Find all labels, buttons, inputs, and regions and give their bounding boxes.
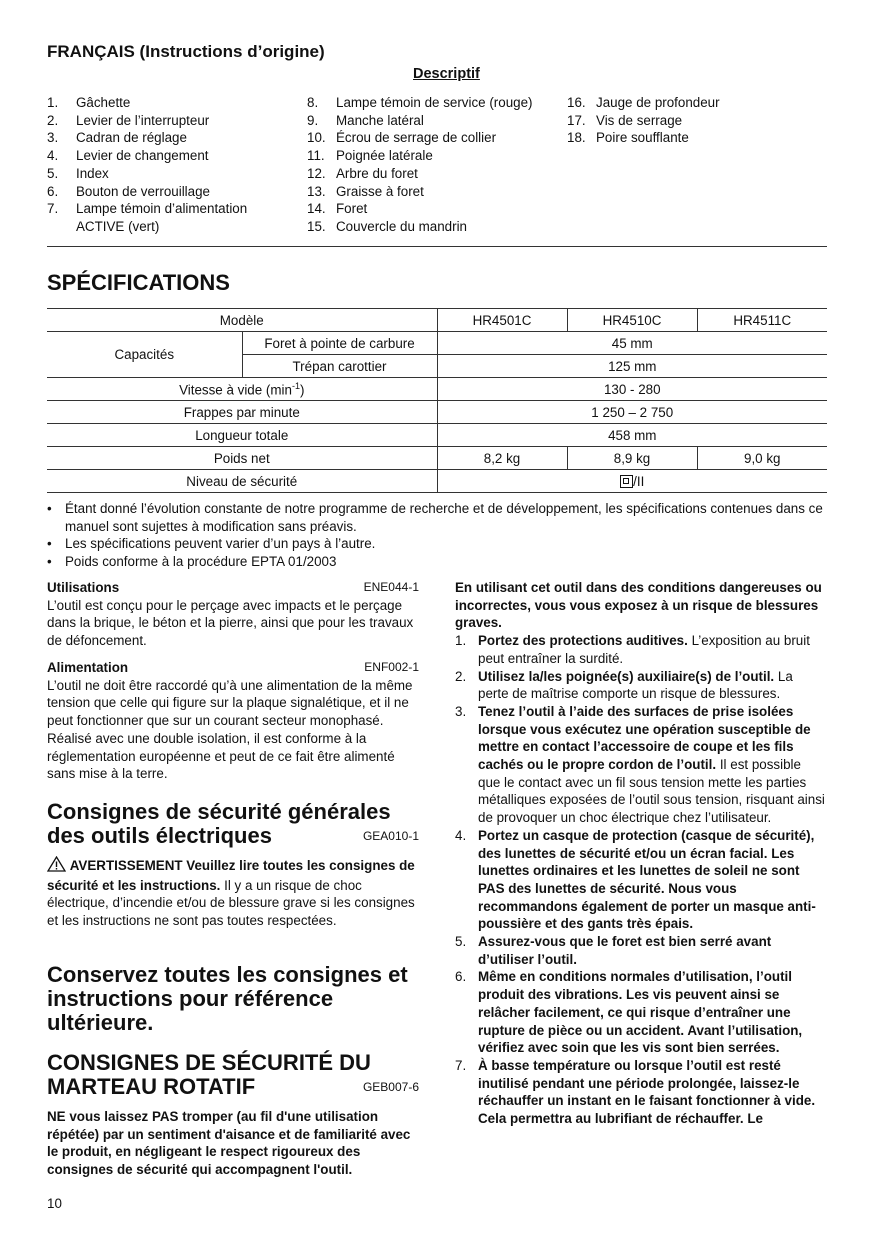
- speed-value: 130 - 280: [437, 378, 827, 401]
- weight-label: Poids net: [47, 447, 437, 470]
- descriptif-column-2: [307, 94, 567, 236]
- specifications-title: SPÉCIFICATIONS: [47, 270, 230, 295]
- list-item: 11. Poignée latérale: [307, 148, 433, 164]
- alimentation-title: Alimentation: [47, 660, 129, 675]
- section-code: ENF002-1: [364, 660, 419, 674]
- list-item: 17. Vis de serrage: [567, 112, 683, 128]
- list-item: • Poids conforme à la procédure EPTA 01/2003: [47, 554, 337, 570]
- utilisations-text: L’outil est conçu pour le perçage avec impacts et le perçage dans la brique, le béton et la pierre, ainsi que pour les travaux de défoncement.: [47, 597, 414, 649]
- list-item: 14. Foret: [307, 201, 368, 217]
- list-item: 10. Écrou de serrage de collier: [307, 130, 497, 146]
- specifications-table: [47, 308, 827, 493]
- general-safety-heading: Consignes de sécurité générales des outils électriques GEA010-1: [47, 799, 419, 848]
- carbide-label: Foret à pointe de carbure: [242, 332, 437, 355]
- core-value: 125 mm: [437, 355, 827, 378]
- list-item: 7. À basse température ou lorsque l’outil est resté inutilisé pendant une période prolongée, laissez-le réchauffer un instant en le faisant fonctionner à vide. Cela permettra au lubrifiant de réchauffer. Le: [455, 1057, 816, 1127]
- utilisations-title: Utilisations: [47, 580, 120, 595]
- table-row: [47, 447, 827, 470]
- weight-cell: 8,9 kg: [567, 447, 697, 470]
- list-item: 2. Levier de l’interrupteur: [47, 112, 210, 128]
- list-item: 9. Manche latéral: [307, 112, 424, 128]
- section-code: GEB007-6: [362, 1080, 419, 1094]
- list-item: 2. Utilisez la/les poignée(s) auxiliaire(s) de l’outil. La perte de maîtrise comporte un risque de blessures.: [455, 668, 793, 702]
- list-item: 8. Lampe témoin de service (rouge): [307, 95, 533, 110]
- descriptif-column-3: [567, 94, 827, 147]
- table-row: [47, 309, 827, 332]
- list-item: 6. Même en conditions normales d’utilisation, l’outil produit des vibrations. Les vis peuvent ainsi se relâcher facilement, ce qui risque d’entraîner une rupture de pièce ou un accident. Avant l’utilisation, vérifiez avec soin que les vis sont bien serrées.: [455, 969, 803, 1056]
- list-item: ACTIVE (vert): [76, 218, 160, 234]
- page-header: FRANÇAIS (Instructions d’origine): [47, 42, 325, 61]
- page-number: 10: [47, 1196, 62, 1211]
- length-label: Longueur totale: [47, 424, 437, 447]
- warning-icon: [47, 856, 66, 877]
- bpm-label: Frappes par minute: [47, 401, 437, 424]
- descriptif-title: Descriptif: [413, 66, 480, 82]
- specifications-notes: [47, 500, 827, 571]
- bpm-value: 1 250 – 2 750: [437, 401, 827, 424]
- core-label: Trépan carottier: [242, 355, 437, 378]
- carbide-value: 45 mm: [437, 332, 827, 355]
- double-insulation-icon: [620, 475, 633, 488]
- utilisations-section: [47, 579, 419, 650]
- alimentation-text: L’outil ne doit être raccordé qu’à une alimentation de la même tension que celle qui figure sur la plaque signalétique, et il ne peut fonctionner que sur un courant secteur monophasé. Réalisé avec une double isolation, il est conforme à la réglementation européenne et peut de ce fait être alimenté sans mise à la terre.: [47, 677, 413, 782]
- section-code: GEA010-1: [362, 829, 419, 843]
- capacities-label: Capacités: [47, 332, 242, 378]
- list-item: 3. Tenez l’outil à l’aide des surfaces de prise isolées lorsque vous exécutez une opération susceptible de mettre en contact l’accessoire de coupe et les fils cachés ou le propre cordon de l’outil. Il est possible que le contact avec un fil sous tension mette les parties métalliques exposées de l’outil sous tension, risquant ainsi de provoquer un choc électrique chez l’utilisateur.: [455, 703, 825, 826]
- list-item: • Étant donné l’évolution constante de notre programme de recherche et de développement, les spécifications contenues dans ce manuel sont sujettes à modification sans préavis.: [47, 501, 823, 534]
- table-row: [47, 401, 827, 424]
- table-row: [47, 470, 827, 493]
- table-row: [47, 332, 827, 355]
- hammer-intro-text: NE vous laissez PAS tromper (au fil d'une utilisation répétée) par un sentiment d'aisance et de familiarité avec le produit, en négligeant le respect rigoureux des consignes de sécurité qui accompagnent l'outil.: [47, 1109, 411, 1178]
- list-item: 7. Lampe témoin d’alimentation: [47, 201, 248, 217]
- length-value: 458 mm: [437, 424, 827, 447]
- list-item: 5. Index: [47, 165, 109, 181]
- table-row: [47, 378, 827, 401]
- hammer-safety-list: [455, 579, 827, 1128]
- keep-instructions-heading: Conservez toutes les consignes et instructions pour référence ultérieure.: [47, 962, 408, 1035]
- list-item: 1. Gâchette: [47, 95, 131, 110]
- hammer-warning-intro: En utilisant cet outil dans des conditions dangereuses ou incorrectes, vous vous exposez à un risque de blessures graves.: [455, 580, 822, 631]
- weight-cell: 8,2 kg: [437, 447, 567, 470]
- model-cell: HR4510C: [567, 309, 697, 332]
- alimentation-section: [47, 659, 419, 783]
- model-cell: HR4511C: [697, 309, 827, 332]
- speed-label: Vitesse à vide $(\min^{-1})$: [47, 378, 437, 401]
- list-item: 5. Assurez-vous que le foret est bien serré avant d’utiliser l’outil.: [455, 934, 772, 967]
- list-item: • Les spécifications peuvent varier d’un pays à l’autre.: [47, 536, 376, 552]
- list-item: 13. Graisse à foret: [307, 183, 424, 199]
- list-item: 3. Cadran de réglage: [47, 130, 187, 146]
- model-cell: HR4501C: [437, 309, 567, 332]
- list-item: 4. Levier de changement: [47, 148, 209, 164]
- safety-label: Niveau de sécurité: [47, 470, 437, 493]
- list-item: 16. Jauge de profondeur: [567, 95, 720, 110]
- section-divider: [47, 246, 827, 247]
- list-item: 1. Portez des protections auditives. L’exposition au bruit peut entraîner la surdité.: [455, 633, 810, 666]
- list-item: 4. Portez un casque de protection (casque de sécurité), des lunettes de sécurité et/ou un écran facial. Les lunettes ordinaires et les lunettes de soleil ne sont PAS des lunettes de sécurité. Nous vous recommandons également de porter un masque anti-poussière et des gants très épais.: [455, 827, 816, 932]
- list-item: 15. Couvercle du mandrin: [307, 218, 467, 234]
- warning-paragraph: AVERTISSEMENT Veuillez lire toutes les consignes de sécurité et les instructions. Il y a un risque de choc électrique, d’incendie et/ou de blessure grave si les consignes et les instructions ne sont pas toutes respectées.: [47, 858, 415, 929]
- safety-value: /II: [437, 470, 827, 493]
- hammer-safety-heading: CONSIGNES DE SÉCURITÉ DU MARTEAU ROTATIF GEB007-6: [47, 1050, 419, 1099]
- list-item: 12. Arbre du foret: [307, 165, 418, 181]
- section-code: ENE044-1: [363, 580, 419, 594]
- descriptif-column-1: [47, 94, 302, 236]
- model-label: Modèle: [47, 309, 437, 332]
- list-item: 18. Poire soufflante: [567, 130, 689, 146]
- list-item: 6. Bouton de verrouillage: [47, 183, 210, 199]
- table-row: [47, 424, 827, 447]
- weight-cell: 9,0 kg: [697, 447, 827, 470]
